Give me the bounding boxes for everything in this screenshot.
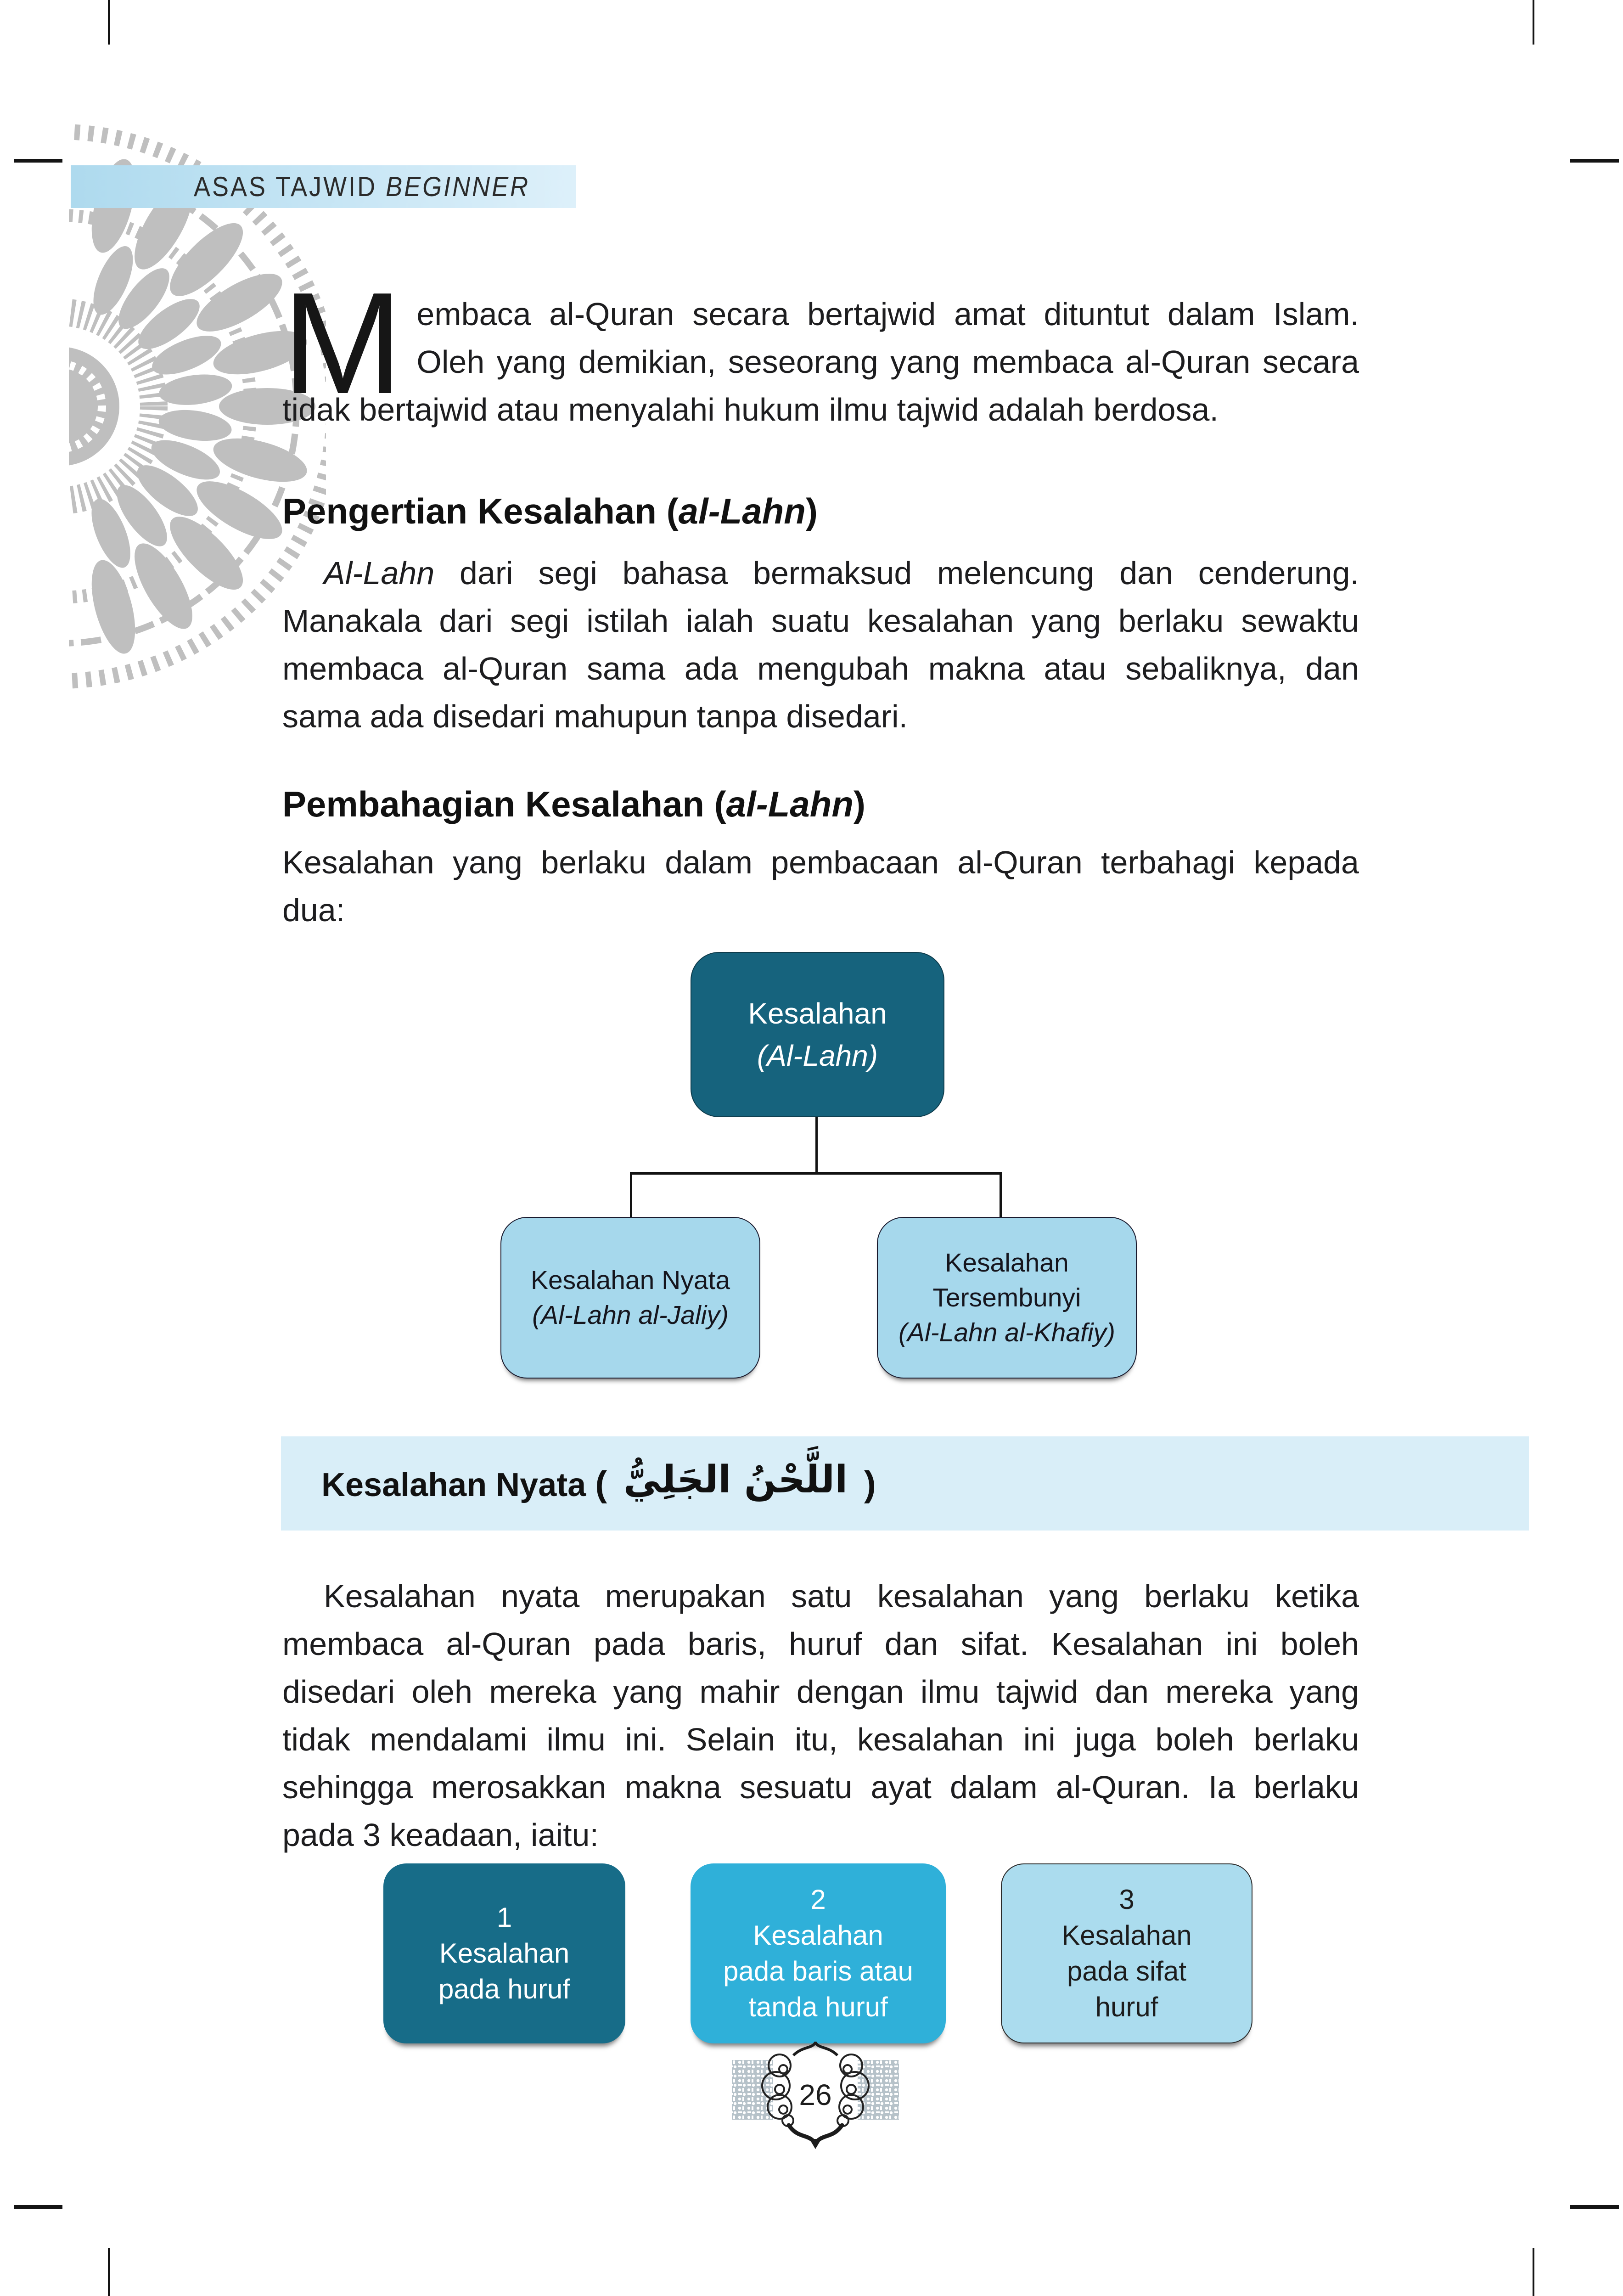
chapter-title: [194, 171, 530, 203]
pengertian-line-rest: dari segi bahasa bermaksud melencung dan cenderung.: [434, 555, 1359, 591]
section-band-label: Kesalahan Nyata: [321, 1467, 595, 1503]
case-3-line: Kesalahan: [1061, 1920, 1192, 1951]
case-2-line: tanda huruf: [748, 1992, 888, 2022]
intro-line: tidak bertajwid atau menyalahi hukum ilmu tajwid adalah berdosa.: [282, 392, 1219, 428]
intro-paragraph: [282, 262, 1359, 433]
page-number-ornament: [719, 2042, 912, 2152]
flowchart-right-label: Kesalahan: [945, 1248, 1069, 1277]
nyata-paragraph: [282, 1572, 1359, 1859]
flowchart-connector-stem: [815, 1117, 818, 1173]
trim-mark-top-right: [1533, 0, 1534, 45]
flowchart-connector-drop-right: [1000, 1172, 1002, 1218]
flowchart-connector-bar: [630, 1172, 1002, 1175]
case-1-line: Kesalahan: [439, 1938, 570, 1969]
trim-mark-bottom-right: [1533, 2248, 1534, 2296]
heading-pembahagian: [282, 783, 1359, 825]
case-3-number: 3: [1119, 1884, 1134, 1915]
flowchart-left-box: [500, 1217, 760, 1379]
ornament-texture-left: [732, 2060, 773, 2120]
trim-mark-right-lower: [1570, 2205, 1619, 2209]
nyata-line: membaca al-Quran pada baris, huruf dan sifat. Kesalahan ini boleh: [282, 1626, 1359, 1662]
trim-mark-left-upper: [14, 159, 62, 163]
intro-line: Oleh yang demikian, seseorang yang membaca al-Quran secara: [416, 344, 1359, 380]
case-2-line: pada baris atau: [723, 1956, 913, 1986]
section-band-title: [321, 1458, 876, 1505]
flowchart-right-label2: Tersembunyi: [932, 1283, 1081, 1312]
flowchart-right-box: [877, 1217, 1137, 1379]
section-band-kesalahan-nyata: [281, 1436, 1529, 1531]
pengertian-line: membaca al-Quran sama ada mengubah makna atau sebaliknya, dan: [282, 651, 1359, 687]
trim-mark-top-left: [108, 0, 110, 45]
heading-pembahagian-italic: al-Lahn: [726, 784, 854, 824]
heading-pengertian-italic: al-Lahn: [678, 491, 806, 531]
heading-pengertian: [282, 490, 1359, 532]
flowchart-connector-drop-left: [630, 1172, 632, 1218]
nyata-line: pada 3 keadaan, iaitu:: [282, 1817, 599, 1853]
chapter-title-italic: BEGINNER: [386, 171, 530, 203]
pengertian-line: [282, 549, 1359, 597]
ornament-brace-tip: [809, 2139, 821, 2149]
flowchart-right-sublabel: (Al-Lahn al-Khafiy): [898, 1318, 1116, 1347]
section-band-open-paren: (: [595, 1463, 617, 1504]
flowchart-left-label: Kesalahan Nyata: [530, 1266, 730, 1295]
ornament-top-brace: [793, 2043, 837, 2055]
pembahagian-line: dua:: [282, 892, 345, 928]
case-3-line: huruf: [1095, 1992, 1158, 2022]
case-box-1: [383, 1863, 625, 2043]
flowchart-root-label: Kesalahan: [748, 997, 887, 1030]
pengertian-paragraph: [282, 549, 1359, 740]
nyata-line: Kesalahan nyata merupakan satu kesalahan yang berlaku ketika: [324, 1578, 1359, 1614]
chapter-title-regular: ASAS TAJWID: [194, 171, 386, 203]
heading-pengertian-close: ): [805, 491, 818, 531]
trim-mark-right-upper: [1570, 159, 1619, 163]
case-3-line: pada sifat: [1067, 1956, 1187, 1986]
case-box-2: [691, 1863, 946, 2043]
heading-pembahagian-text: Pembahagian Kesalahan (: [282, 784, 726, 824]
trim-mark-bottom-left: [108, 2248, 110, 2296]
case-1-line: pada huruf: [438, 1974, 570, 2004]
page-number: 26: [799, 2078, 832, 2111]
ornament-texture-right: [858, 2060, 899, 2120]
nyata-line: sehingga merosakkan makna sesuatu ayat dalam al-Quran. Ia berlaku: [282, 1769, 1359, 1805]
heading-pengertian-text: Pengertian Kesalahan (: [282, 491, 679, 531]
case-2-line: Kesalahan: [753, 1920, 883, 1951]
case-box-3: [1001, 1863, 1252, 2043]
chapter-header-band: [71, 165, 576, 208]
flowchart-left-sublabel: (Al-Lahn al-Jaliy): [532, 1300, 729, 1330]
case-2-number: 2: [810, 1884, 826, 1915]
pengertian-line: sama ada disedari mahupun tanpa disedari.: [282, 698, 908, 734]
drop-cap: M: [282, 262, 403, 424]
heading-pembahagian-close: ): [854, 784, 865, 824]
pengertian-line: Manakala dari segi istilah ialah suatu kesalahan yang berlaku sewaktu: [282, 603, 1359, 639]
intro-line: embaca al-Quran secara bertajwid amat dituntut dalam Islam.: [416, 296, 1359, 332]
flowchart-root-box: [691, 952, 944, 1117]
section-band-arabic-text: اللَّحْنُ الجَلِيُّ: [623, 1458, 848, 1502]
nyata-line: disedari oleh mereka yang mahir dengan ilmu tajwid dan mereka yang: [282, 1674, 1359, 1710]
pembahagian-paragraph: [282, 838, 1359, 934]
pembahagian-line: Kesalahan yang berlaku dalam pembacaan al-Quran terbahagi kepada: [282, 844, 1359, 880]
pengertian-term-italic: Al-Lahn: [324, 555, 435, 591]
nyata-line: tidak mendalami ilmu ini. Selain itu, kesalahan ini juga boleh berlaku: [282, 1722, 1359, 1757]
trim-mark-left-lower: [14, 2205, 62, 2209]
case-1-number: 1: [496, 1902, 512, 1933]
flowchart-root-sublabel: (Al-Lahn): [757, 1039, 878, 1072]
section-band-close-paren: ): [854, 1463, 876, 1504]
